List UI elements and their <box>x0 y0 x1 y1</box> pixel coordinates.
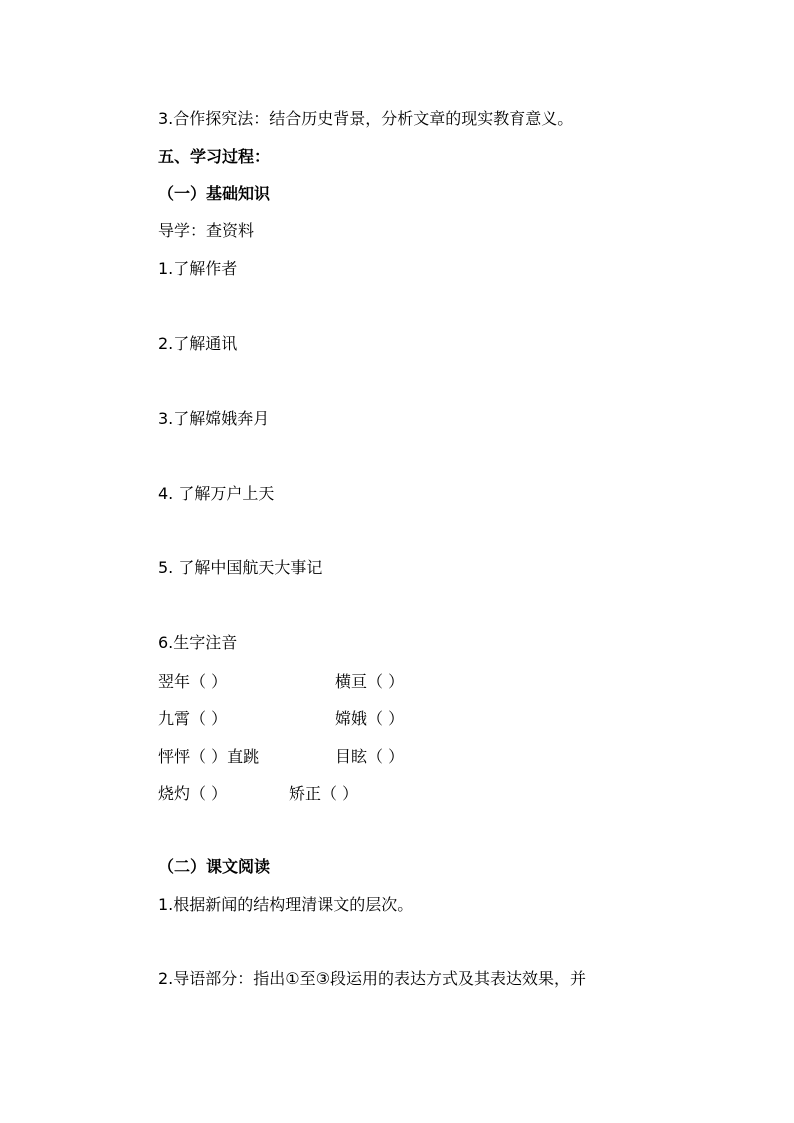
pinyin-row2-a: 九霄（ ） <box>158 709 228 728</box>
pinyin-row2-b: 嫦娥（ ） <box>335 709 405 728</box>
item-space-events: 5. 了解中国航天大事记 <box>158 558 323 577</box>
item-communication: 2.了解通讯 <box>158 334 238 353</box>
reading-task-1: 1.根据新闻的结构理清课文的层次。 <box>158 895 414 914</box>
guide-text: 导学：查资料 <box>158 221 255 240</box>
reading-task-2: 2.导语部分：指出①至③段运用的表达方式及其表达效果，并 <box>158 969 586 988</box>
method-3-text: 3.合作探究法：结合历史背景，分析文章的现实教育意义。 <box>158 109 574 128</box>
pinyin-row4-b: 矫正（ ） <box>289 784 359 803</box>
item-author: 1.了解作者 <box>158 259 238 278</box>
pinyin-row3-a: 怦怦（ ）直跳 <box>158 747 260 766</box>
item-pinyin-title: 6.生字注音 <box>158 633 238 652</box>
pinyin-row1-b: 横亘（ ） <box>335 672 405 691</box>
part-2-heading: （二）课文阅读 <box>158 857 271 876</box>
part-1-heading: （一）基础知识 <box>158 184 271 203</box>
pinyin-row3-b: 目眩（ ） <box>335 747 405 766</box>
section-5-heading: 五、学习过程： <box>158 147 271 166</box>
item-change-e: 3.了解嫦娥奔月 <box>158 409 270 428</box>
pinyin-row1-a: 翌年（ ） <box>158 672 228 691</box>
item-wanhu: 4. 了解万户上天 <box>158 484 275 503</box>
pinyin-row4-a: 烧灼（ ） <box>158 784 228 803</box>
